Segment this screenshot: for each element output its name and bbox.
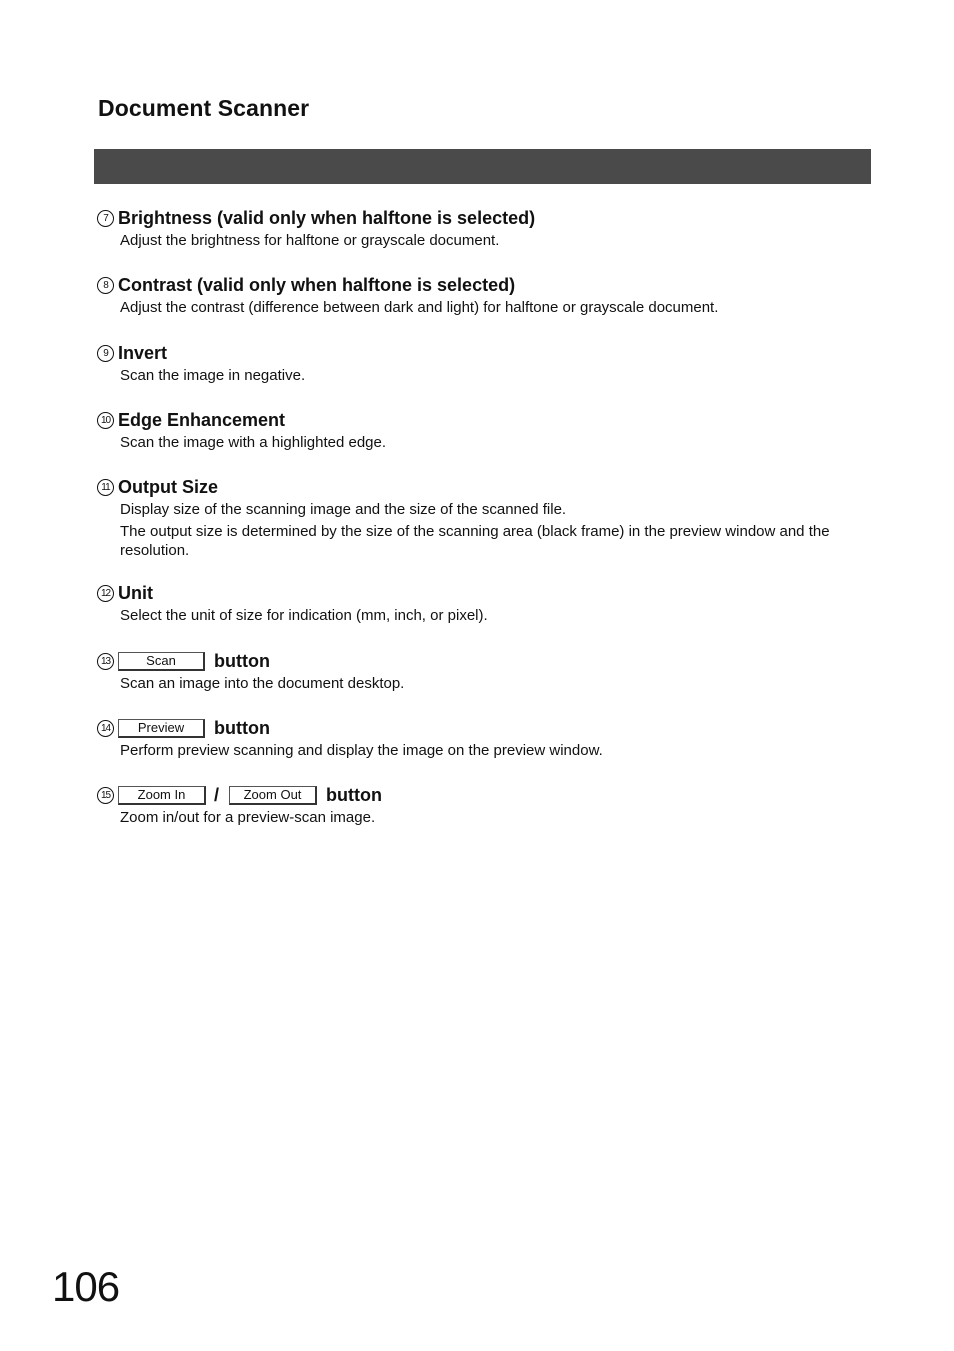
item-number: 10 <box>97 412 114 429</box>
separator: / <box>214 784 220 805</box>
item-description: Adjust the contrast (difference between dark and light) for halftone or grayscale document. <box>120 299 719 316</box>
item-description: Perform preview scanning and display the image on the preview window. <box>120 742 603 759</box>
item-description: Scan the image with a highlighted edge. <box>120 434 387 451</box>
zoom-in-button[interactable]: Zoom In <box>118 786 206 805</box>
item-number: 9 <box>97 345 114 362</box>
item-title: button <box>214 717 270 738</box>
item-title: button <box>214 650 270 671</box>
page-title: Document Scanner <box>98 95 310 121</box>
item-title: Invert <box>118 342 168 363</box>
item-output-size <box>97 476 837 560</box>
item-description: Select the unit of size for indication (mm, inch, or pixel). <box>120 607 488 624</box>
item-description: Scan the image in negative. <box>120 367 306 384</box>
item-zoom-buttons <box>97 784 837 827</box>
item-description: Zoom in/out for a preview-scan image. <box>120 809 376 826</box>
item-description: Display size of the scanning image and the size of the scanned file. The output size is determined by the size of the scanning area (black frame) in the preview window and the resolution. <box>120 501 830 559</box>
item-number: 8 <box>97 277 114 294</box>
section-header-bar <box>94 149 871 184</box>
item-number: 11 <box>97 479 114 496</box>
item-title: Contrast (valid only when halftone is selected) <box>118 274 516 295</box>
item-scan-button <box>97 650 837 693</box>
item-title: Brightness (valid only when halftone is selected) <box>118 207 536 228</box>
item-invert <box>97 342 837 385</box>
scan-button[interactable]: Scan <box>118 652 205 671</box>
item-number: 15 <box>97 787 114 804</box>
item-description: Adjust the brightness for halftone or grayscale document. <box>120 232 500 249</box>
item-unit <box>97 582 837 625</box>
item-number: 7 <box>97 210 114 227</box>
preview-button[interactable]: Preview <box>118 719 205 738</box>
item-contrast <box>97 274 837 317</box>
item-number: 12 <box>97 585 114 602</box>
item-brightness <box>97 207 837 250</box>
item-title: Unit <box>118 582 153 603</box>
page-number: 106 <box>52 1263 120 1310</box>
item-title: button <box>326 784 382 805</box>
item-description: Scan an image into the document desktop. <box>120 675 405 692</box>
item-number: 13 <box>97 653 114 670</box>
item-edge-enhancement <box>97 409 837 452</box>
item-title: Edge Enhancement <box>118 409 286 430</box>
item-title: Output Size <box>118 476 218 497</box>
item-number: 14 <box>97 720 114 737</box>
zoom-out-button[interactable]: Zoom Out <box>229 786 317 805</box>
item-preview-button <box>97 717 837 760</box>
